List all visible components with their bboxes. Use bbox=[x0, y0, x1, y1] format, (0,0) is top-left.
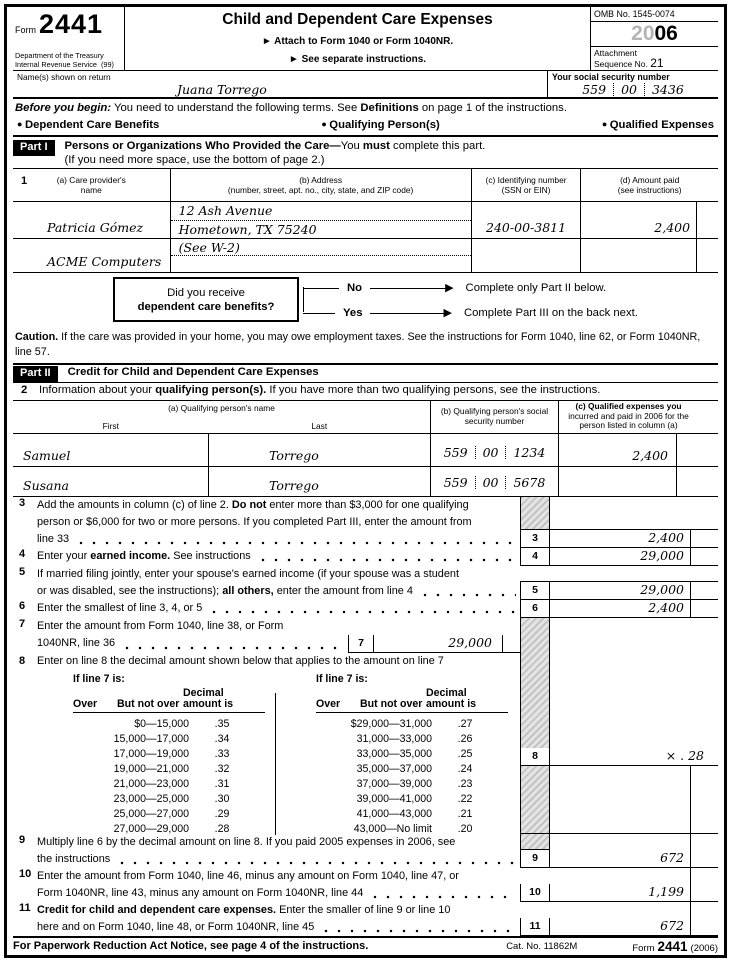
line2-intro: 2 Information about your qualifying person(s). If you have more than two qualifying persons, see the instructions. bbox=[13, 383, 718, 399]
provider-address-field[interactable]: 12 Ash Avenue Hometown, TX 75240 bbox=[171, 202, 472, 238]
line3-number: 3 bbox=[19, 496, 26, 509]
yes-result-text: Complete Part III on the back next. bbox=[463, 307, 638, 319]
col-identifying-number: (c) Identifying number (SSN or EIN) bbox=[472, 169, 582, 201]
definitions-word: Definitions bbox=[360, 102, 419, 114]
caution-note: Caution. If the care was provided in your home, you may owe employment taxes. See the instructions for Form 1040, line 62, or Form 1040NR, line 57. bbox=[15, 331, 701, 359]
part2-title: Credit for Child and Dependent Care Expenses bbox=[67, 366, 319, 379]
omb-block bbox=[590, 7, 718, 70]
decimal-lookup-tables bbox=[73, 673, 520, 837]
before-you-begin: Before you begin: You need to understand the following terms. See Definitions on page 1 of the instructions. ● Dependent Care Benefits ● Qualifying Person(s) ● Qualified Expenses bbox=[13, 99, 718, 137]
decimal-table-row: 33,000—35,000 .25 bbox=[356, 747, 473, 760]
cents-column bbox=[690, 850, 718, 867]
qualified-expenses-field[interactable]: 2,400 bbox=[632, 447, 668, 463]
title-block bbox=[125, 7, 590, 70]
line8-number: 8 bbox=[19, 654, 26, 667]
col-qualifying-name: (a) Qualifying person's name First Last bbox=[13, 401, 431, 433]
provider-row bbox=[13, 201, 718, 238]
line6-box-number: 6 bbox=[520, 600, 550, 617]
line2-number: 2 bbox=[21, 384, 28, 397]
ssn-separator bbox=[475, 446, 476, 459]
line6-amount-field[interactable]: 2,400 bbox=[648, 599, 684, 615]
shaded-strip bbox=[520, 834, 550, 850]
cents-column bbox=[690, 884, 718, 901]
line3: 3 Add the amounts in column (c) of line 2. Do not enter more than $3,000 for one qualifying person or $6,000 for two or more persons. If you completed Part III, enter the amount from line 33 3 2,400 bbox=[13, 497, 718, 548]
col-over: Over bbox=[73, 697, 98, 710]
line11-box-number: 11 bbox=[520, 918, 550, 935]
cents-column bbox=[690, 548, 718, 565]
cents-column bbox=[690, 600, 718, 617]
form-word: Form bbox=[15, 25, 36, 35]
last-name-field[interactable]: Torrego bbox=[209, 434, 431, 466]
col-qualified-expenses: (c) Qualified expenses you incurred and paid in 2006 for the person listed in column (a) bbox=[568, 401, 689, 431]
omb-number: OMB No. 1545-0074 bbox=[591, 7, 718, 22]
decimal-table-row: 23,000—25,000 .30 bbox=[113, 792, 230, 805]
line11-amount-field[interactable]: 672 bbox=[660, 917, 684, 933]
line4: 4 Enter your earned income. See instructions 4 29,000 bbox=[13, 548, 718, 566]
cents-column bbox=[676, 434, 698, 466]
provider-address-field[interactable]: (See W-2) bbox=[171, 239, 472, 272]
line10: 10 Enter the amount from Form 1040, line 46, minus any amount on Form 1040, line 47, or Form 1040NR, line 43, minus any amount on Form 1040NR, line 44 10 1,199 bbox=[13, 868, 718, 902]
decimal-table-row: 37,000—39,000 .23 bbox=[356, 777, 473, 790]
decimal-table-row: 17,000—19,000 .33 bbox=[113, 747, 230, 760]
line5-amount-field[interactable]: 29,000 bbox=[640, 581, 684, 597]
form-header bbox=[13, 7, 718, 71]
decimal-table-row: $29,000—31,000 .27 bbox=[350, 717, 473, 730]
bullet-dependent-care-benefits: ● Dependent Care Benefits bbox=[17, 119, 159, 131]
ssn-field[interactable]: 559 00 3436 bbox=[582, 82, 684, 97]
col-provider-name: (a) Care provider's name bbox=[13, 169, 171, 201]
shaded-strip bbox=[520, 618, 550, 748]
line4-box-number: 4 bbox=[520, 548, 550, 565]
provider-name-field[interactable]: Patricia Gómez bbox=[13, 202, 171, 238]
provider-id-field[interactable] bbox=[472, 239, 582, 272]
col-first: First bbox=[102, 420, 119, 431]
dotted-leader bbox=[123, 646, 344, 650]
provider-amount-field[interactable] bbox=[581, 239, 696, 272]
paperwork-notice: For Paperwork Reduction Act Notice, see page 4 of the instructions. bbox=[13, 940, 369, 953]
line10-amount-field[interactable]: 1,199 bbox=[648, 883, 684, 899]
ssn-cell bbox=[548, 71, 718, 97]
line11-number: 11 bbox=[19, 901, 31, 914]
dotted-leader bbox=[322, 929, 516, 933]
decimal-table-caption: If line 7 is: bbox=[73, 672, 125, 685]
ssn-separator bbox=[505, 446, 506, 459]
first-name-field[interactable]: Samuel bbox=[13, 434, 209, 466]
right-arrow-icon: ▶ bbox=[443, 306, 452, 319]
bullet-qualified-expenses: ● Qualified Expenses bbox=[602, 119, 714, 131]
table-divider bbox=[275, 693, 276, 835]
catalog-number: Cat. No. 11862M bbox=[506, 940, 578, 952]
line6: 6 Enter the smallest of line 3, 4, or 5 6 2,400 bbox=[13, 600, 718, 618]
form-title: Child and Dependent Care Expenses bbox=[222, 11, 493, 28]
decimal-table-row: 41,000—43,000 .21 bbox=[356, 807, 473, 820]
dotted-leader bbox=[371, 895, 516, 899]
decimal-table-row: 27,000—29,000 .28 bbox=[113, 822, 230, 835]
line7-amount-field[interactable]: 29,000 bbox=[448, 634, 492, 650]
line9-box-number: 9 bbox=[520, 850, 550, 867]
line3-box-number: 3 bbox=[520, 530, 550, 547]
provider-amount-field[interactable]: 2,400 bbox=[654, 220, 691, 235]
attach-instruction: ► Attach to Form 1040 or Form 1040NR. bbox=[261, 36, 454, 47]
cents-column bbox=[690, 918, 718, 935]
col-qualifying-ssn: (b) Qualifying person's social security number bbox=[431, 401, 559, 433]
attachment-sequence: Attachment Sequence No. 21 bbox=[594, 48, 664, 70]
care-provider-table bbox=[13, 168, 718, 273]
cents-column bbox=[690, 582, 718, 599]
provider-id-field[interactable]: 240-00-3811 bbox=[472, 202, 582, 238]
name-label: Name(s) shown on return bbox=[17, 72, 111, 82]
ssn-separator bbox=[475, 476, 476, 489]
cents-column bbox=[690, 766, 718, 833]
before-lead: Before you begin: bbox=[15, 102, 112, 114]
decimal-table-row: 19,000—21,000 .32 bbox=[113, 762, 230, 775]
ssn-label: Your social security number bbox=[552, 72, 670, 82]
shaded-strip bbox=[520, 766, 550, 833]
line7-line8-block: 7 Enter the amount from Form 1040, line 38, or Form 1040NR, line 36 7 29,000 8 Enter on line 8 the decimal amount shown below that applies to the amount on line 7 If line 7 is: Over But not over Decimal amount is $0—15,000 .35 15,000—17,000 .34 17,000—19,000 .33 19,000—21,000 .32 21,000—23,000 .31 23,000—25,000 .30 25,000—27,000 .29 27,000—29,000 .28 If line 7 is: Over But not over Decimal amount is $29,000—31,000 .27 31,000—33,000 .26 33,000—35,000 .25 35,000—37,000 .24 37,000—39,000 .23 39,000—41,000 .22 41,000—43,000 .21 43,000—No limit .20 8 × . 28 bbox=[13, 618, 718, 834]
col-over: Over bbox=[316, 697, 341, 710]
first-name-field[interactable]: Susana bbox=[13, 467, 209, 496]
name-ssn-row bbox=[13, 71, 718, 99]
form-footer bbox=[13, 936, 718, 955]
decimal-table-right bbox=[316, 673, 508, 837]
line5-box-number: 5 bbox=[520, 582, 550, 599]
no-label: No bbox=[347, 282, 363, 294]
qualifying-table-header bbox=[13, 401, 718, 434]
line9-number: 9 bbox=[19, 833, 26, 846]
provider-table-header bbox=[13, 169, 718, 201]
cents-column bbox=[676, 467, 698, 496]
qualifying-ssn-field[interactable]: 559 00 5678 bbox=[431, 467, 559, 496]
dotted-leader bbox=[118, 861, 516, 865]
part2-heading bbox=[13, 363, 718, 383]
col-but-not-over: But not over bbox=[117, 697, 180, 710]
decimal-table-row: 15,000—17,000 .34 bbox=[113, 732, 230, 745]
connector-line bbox=[370, 313, 444, 314]
dependent-care-benefits-question bbox=[13, 273, 718, 326]
name-cell bbox=[13, 71, 548, 97]
decimal-table-row: 43,000—No limit .20 bbox=[353, 822, 473, 835]
decimal-table-left bbox=[73, 673, 265, 837]
ssn-separator bbox=[505, 476, 506, 489]
decimal-table-row: 35,000—37,000 .24 bbox=[356, 762, 473, 775]
bullet-qualifying-persons: ● Qualifying Person(s) bbox=[321, 119, 439, 131]
decimal-table-row: 21,000—23,000 .31 bbox=[113, 777, 230, 790]
qualifying-ssn-field[interactable]: 559 00 1234 bbox=[431, 434, 559, 466]
line10-number: 10 bbox=[19, 867, 32, 880]
line8-box-number: 8 bbox=[520, 748, 550, 765]
dotted-leader bbox=[421, 593, 516, 597]
form-number: 2441 bbox=[39, 9, 104, 39]
line7-entry-box bbox=[348, 635, 520, 653]
qualified-expenses-field[interactable] bbox=[559, 467, 676, 496]
col-but-not-over: But not over bbox=[360, 697, 423, 710]
cents-column bbox=[690, 834, 718, 850]
col-decimal-amount: Decimal amount is bbox=[426, 686, 477, 710]
form-2441-page bbox=[4, 4, 727, 958]
connector-line bbox=[370, 288, 446, 289]
line3-amount-field[interactable]: 2,400 bbox=[648, 529, 684, 545]
dotted-leader bbox=[210, 610, 516, 614]
col-last: Last bbox=[311, 420, 328, 431]
line7-box-number: 7 bbox=[348, 635, 374, 652]
cents-column bbox=[690, 868, 718, 884]
term-bullets bbox=[15, 114, 716, 135]
no-result-text: Complete only Part II below. bbox=[465, 282, 607, 294]
part1-label: Part I bbox=[13, 140, 55, 156]
cents-column bbox=[502, 635, 520, 652]
connector-line bbox=[303, 313, 335, 314]
line6-number: 6 bbox=[19, 599, 26, 612]
department-lines: Department of the Treasury Internal Revenue Service (99) bbox=[15, 51, 114, 69]
decimal-table-caption: If line 7 is: bbox=[316, 672, 368, 685]
decimal-table-row: $0—15,000 .35 bbox=[134, 717, 230, 730]
cents-column bbox=[690, 530, 718, 547]
part2-label: Part II bbox=[13, 366, 58, 382]
cents-column bbox=[696, 202, 718, 238]
last-name-field[interactable]: Torrego bbox=[209, 467, 431, 496]
line9: 9 Multiply line 6 by the decimal amount on line 8. If you paid 2005 expenses in 2006, see the instructions 9 672 bbox=[13, 834, 718, 868]
line4-amount-field[interactable]: 29,000 bbox=[640, 547, 684, 563]
tax-year: 2006 bbox=[591, 22, 718, 47]
provider-row bbox=[13, 238, 718, 272]
line4-number: 4 bbox=[19, 547, 26, 560]
line10-box-number: 10 bbox=[520, 884, 550, 901]
part1-heading: Part I Persons or Organizations Who Provided the Care—You must complete this part. (If you need more space, use the bottom of page 2.) bbox=[13, 137, 718, 168]
line11: 11 Credit for child and dependent care expenses. Enter the smaller of line 9 or line 10 here and on Form 1040, line 48, or Form 1040NR, line 45 11 672 bbox=[13, 902, 718, 936]
line1-number: 1 bbox=[21, 175, 28, 187]
col-amount-paid: (d) Amount paid (see instructions) bbox=[617, 175, 682, 195]
cents-column bbox=[690, 902, 718, 918]
qualifying-person-row bbox=[13, 434, 718, 466]
decimal-table-row: 39,000—41,000 .22 bbox=[356, 792, 473, 805]
connector-line bbox=[303, 288, 339, 289]
col-decimal-amount: Decimal amount is bbox=[183, 686, 234, 710]
name-field[interactable]: Juana Torrego bbox=[177, 82, 267, 97]
provider-name-field[interactable]: ACME Computers bbox=[13, 239, 171, 272]
footer-form-id: Form 2441 (2006) bbox=[632, 938, 718, 954]
sequence-number: 21 bbox=[650, 56, 664, 70]
right-arrow-icon: ▶ bbox=[445, 281, 454, 294]
line8-decimal-field[interactable]: × . 28 bbox=[665, 747, 704, 763]
ssn-separator bbox=[644, 83, 645, 96]
col-address: (b) Address (number, street, apt. no., city, state, and ZIP code) bbox=[171, 169, 472, 201]
see-instruction: ► See separate instructions. bbox=[288, 54, 427, 65]
shaded-strip bbox=[520, 497, 550, 529]
decimal-table-row: 25,000—27,000 .29 bbox=[113, 807, 230, 820]
qualifying-persons-table bbox=[13, 400, 718, 497]
ssn-separator bbox=[613, 83, 614, 96]
no-branch bbox=[303, 281, 606, 295]
line5-number: 5 bbox=[19, 565, 26, 578]
line7-number: 7 bbox=[19, 617, 26, 630]
yes-label: Yes bbox=[343, 307, 363, 319]
dotted-leader bbox=[259, 558, 516, 562]
form-number-block bbox=[13, 7, 125, 70]
line9-amount-field[interactable]: 672 bbox=[660, 849, 684, 865]
qualifying-person-row bbox=[13, 466, 718, 496]
decimal-table-row: 31,000—33,000 .26 bbox=[356, 732, 473, 745]
yes-branch bbox=[303, 306, 638, 320]
dotted-leader bbox=[77, 541, 516, 545]
line5: 5 If married filing jointly, enter your spouse's earned income (if your spouse was a student or was disabled, see the instructions); all others, enter the amount from line 4 5 29,000 bbox=[13, 566, 718, 600]
part1-subheading: (If you need more space, use the bottom of page 2.) bbox=[64, 153, 325, 166]
cents-column bbox=[696, 239, 718, 272]
benefits-question-box: Did you receive dependent care benefits? bbox=[113, 277, 299, 322]
